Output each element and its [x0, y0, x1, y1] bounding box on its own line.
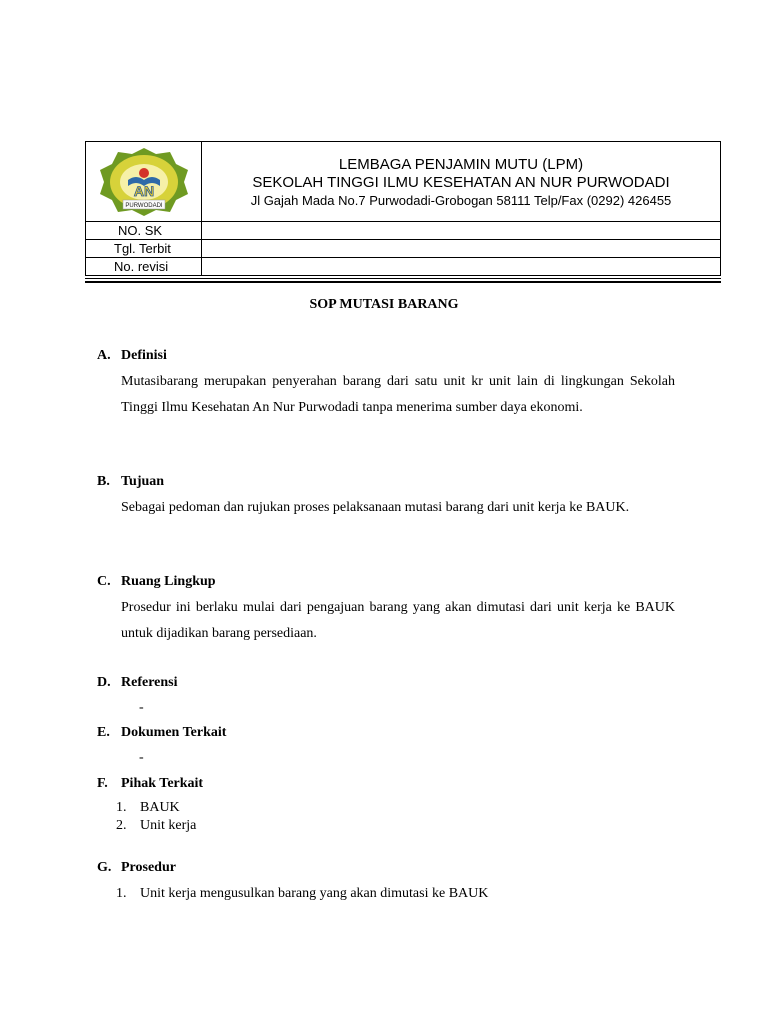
list-item — [116, 800, 180, 816]
logo-banner-text: PURWODADI — [124, 202, 163, 209]
list-item — [116, 886, 488, 902]
referensi-text: - — [139, 700, 144, 715]
section-letter: B. — [97, 474, 110, 489]
list-item-text: Unit kerja mengusulkan barang yang akan dimutasi ke BAUK — [140, 886, 489, 901]
section-title: Prosedur — [121, 860, 176, 875]
section-letter: C. — [97, 574, 111, 589]
section-letter: E. — [97, 725, 110, 740]
institution-logo — [96, 146, 192, 218]
institution-unit: LEMBAGA PENJAMIN MUTU (LPM) — [338, 155, 584, 173]
tujuan-text: Sebagai pedoman dan rujukan proses pelaksanaan mutasi barang dari unit kerja ke BAUK. — [121, 500, 630, 515]
header-divider-thin — [85, 278, 721, 279]
section-heading-referensi — [97, 675, 178, 691]
institution-address: Jl Gajah Mada No.7 Purwodadi-Grobogan 58111 Telp/Fax (0292) 426455 — [250, 192, 672, 208]
list-item — [116, 818, 196, 834]
section-title: Referensi — [121, 675, 178, 690]
section-heading-dokumen-terkait — [97, 725, 226, 741]
definisi-text: Mutasibarang merupakan penyerahan barang dari satu unit kr unit lain di lingkungan Sekolah Tinggi Ilmu Kesehatan An Nur Purwodadi tanpa menerima sumber daya ekonomi. — [121, 374, 675, 415]
section-heading-tujuan — [97, 474, 164, 490]
no-sk-value — [202, 222, 721, 240]
institution-name: SEKOLAH TINGGI ILMU KESEHATAN AN NUR PURWODADI — [252, 173, 670, 191]
tgl-terbit-label: Tgl. Terbit — [86, 240, 202, 258]
section-heading-definisi — [97, 348, 167, 364]
tgl-terbit-value — [202, 240, 721, 258]
section-heading-ruang-lingkup — [97, 574, 216, 590]
section-letter: D. — [97, 675, 111, 690]
no-sk-label: NO. SK — [86, 222, 202, 240]
list-item-text: BAUK — [140, 800, 180, 815]
section-heading-pihak-terkait — [97, 776, 203, 792]
section-title: Ruang Lingkup — [121, 574, 216, 589]
section-letter: G. — [97, 860, 112, 875]
list-item-number: 1. — [116, 886, 127, 901]
list-item-number: 1. — [116, 800, 127, 815]
section-title: Dokumen Terkait — [121, 725, 227, 740]
institution-info-cell — [202, 142, 721, 222]
list-item-number: 2. — [116, 818, 127, 833]
section-title: Definisi — [121, 348, 167, 363]
section-title: Pihak Terkait — [121, 776, 204, 791]
document-header-table — [85, 141, 721, 276]
header-divider-thick — [85, 281, 721, 283]
logo-initials: AN — [133, 182, 154, 199]
logo-cell — [86, 142, 202, 222]
no-revisi-label: No. revisi — [86, 258, 202, 276]
section-title: Tujuan — [121, 474, 165, 489]
no-revisi-value — [202, 258, 721, 276]
list-item-text: Unit kerja — [140, 818, 197, 833]
section-heading-prosedur — [97, 860, 176, 876]
ruang-lingkup-text: Prosedur ini berlaku mulai dari pengajuan barang yang akan dimutasi dari unit kerja ke BAUK untuk dijadikan barang persediaan. — [121, 600, 675, 641]
section-letter: A. — [97, 348, 111, 363]
dokumen-terkait-text: - — [139, 750, 144, 765]
section-letter: F. — [97, 776, 108, 791]
document-title: SOP MUTASI BARANG — [309, 297, 459, 312]
